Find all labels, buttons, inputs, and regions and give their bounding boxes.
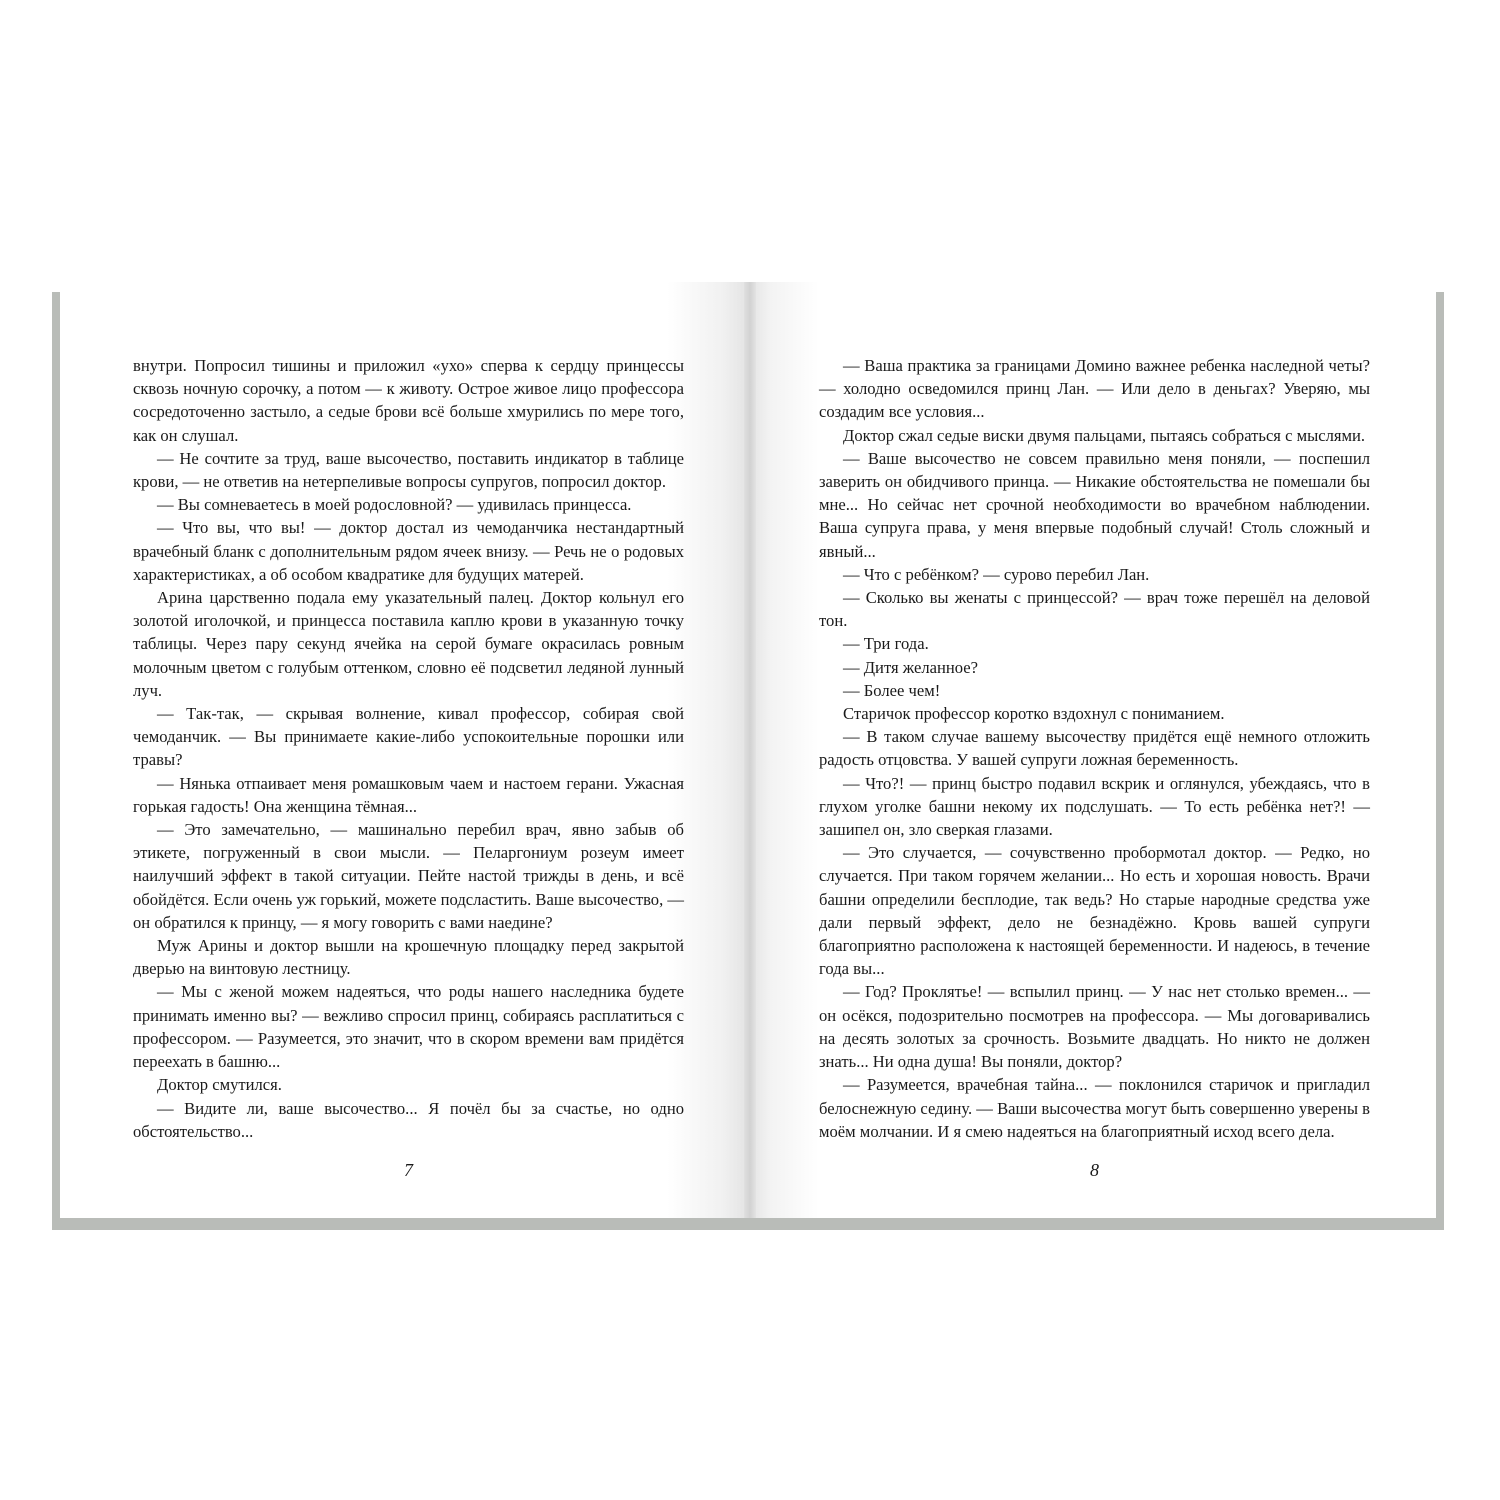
paragraph: — В таком случае вашему высочеству придётся ещё немного отложить радость отцовства. У вашей супруги ложная беременность. <box>819 727 1370 770</box>
right-page-number: 8 <box>1090 1160 1099 1180</box>
paragraph: — Мы с женой можем надеяться, что роды нашего наследника будете принимать именно вы? — вежливо спросил принц, собираясь расплатиться с профессором. — Разумеется, это значит, что в скором времени вам придётся переехать в башню... <box>133 982 684 1072</box>
paragraph: — Год? Проклятье! — вспылил принц. — У нас нет столько времен... — он осёкся, подозрительно посмотрев на профессора. — Мы договаривались на десять золотых за срочность. Возьмите двадцать. Но никто не должен знать... Ни одна душа! Вы поняли, доктор? <box>819 982 1370 1072</box>
paragraph: — Вы сомневаетесь в моей родословной? — удивилась принцесса. <box>157 495 632 515</box>
paragraph: Доктор смутился. <box>157 1075 282 1095</box>
right-page-text <box>819 354 1370 1143</box>
paragraph: — Ваша практика за границами Домино важнее ребенка наследной четы? — холодно осведомился принц Лан. — Или дело в деньгах? Уверяю, мы создадим все условия... <box>819 356 1370 422</box>
left-page-number: 7 <box>404 1160 413 1180</box>
paragraph: Арина царственно подала ему указательный палец. Доктор кольнул его золотой иголочкой, и принцесса поставила каплю крови в указанную точку таблицы. Через пару секунд ячейка на серой бумаге окрасилась ровным молочным цветом с голубым оттенком, словно её подсветил ледяной лунный луч. <box>133 588 684 700</box>
paragraph: — Так-так, — скрывая волнение, кивал профессор, собирая свой чемоданчик. — Вы принимаете какие-либо успокоительные порошки или травы? <box>133 704 684 770</box>
paragraph: — Разумеется, врачебная тайна... — поклонился старичок и пригладил белоснежную седину. — Ваши высочества могут быть совершенно уверены в моём молчании. И я смею надеяться на благоприятный исход всего дела. <box>819 1075 1370 1141</box>
paragraph: Старичок профессор коротко вздохнул с пониманием. <box>843 704 1225 724</box>
paragraph: — Что вы, что вы! — доктор достал из чемоданчика нестандартный врачебный бланк с дополнительным рядом ячеек внизу. — Речь не о родовых характеристиках, а об особом квадратике для будущих матерей. <box>133 518 684 584</box>
paragraph: — Дитя желанное? <box>843 657 979 677</box>
paragraph: внутри. Попросил тишины и приложил «ухо» сперва к сердцу принцессы сквозь ночную сорочку, а потом — к животу. Острое живое лицо профессора сосредоточенно застыло, а седые брови всё больше хмурились по мере того, как он слушал. <box>133 356 684 445</box>
paragraph: — Нянька отпаивает меня ромашковым чаем и настоем герани. Ужасная горькая гадость! Она женщина тёмная... <box>133 773 684 816</box>
paragraph: — Это замечательно, — машинально перебил врач, явно забыв об этикете, погруженный в свои мысли. — Пеларгониум розеум имеет наилучший эффект в такой ситуации. Пейте настой трижды в день, и всё обойдётся. Если очень уж горький, можете подсластить. Ваше высочество, — он обратился к принцу, — я могу говорить с вами наедине? <box>133 820 684 932</box>
paragraph: — Три года. <box>843 634 929 654</box>
paragraph: — Ваше высочество не совсем правильно меня поняли, — поспешил заверить он обидчивого принца. — Никакие обстоятельства не помешали бы мне... Но сейчас нет срочной необходимости во врачебном наблюдении. Ваша супруга права, у меня впервые подобный случай! Столь сложный и явный... <box>819 448 1370 561</box>
paragraph: — Это случается, — сочувственно пробормотал доктор. — Редко, но случается. При таком горячем желании... Но есть и хорошая новость. Врачи башни определили бесплодие, так ведь? Но старые народные средства уже дали первый эффект, дело не безнадёжно. Кровь вашей супруги благоприятно расположена к настоящей беременности. И надеюсь, в течение года вы... <box>819 843 1370 979</box>
paragraph: — Более чем! <box>843 680 941 700</box>
paragraph: Доктор сжал седые виски двумя пальцами, пытаясь собраться с мыслями. <box>843 425 1366 445</box>
left-page-text <box>133 354 684 1143</box>
right-page <box>750 282 1436 1218</box>
left-page <box>60 282 750 1218</box>
paragraph: — Видите ли, ваше высочество... Я почёл бы за счастье, но одно обстоятельство... <box>133 1098 684 1141</box>
paragraph: — Что с ребёнком? — сурово перебил Лан. <box>843 564 1150 584</box>
paragraph: — Что?! — принц быстро подавил вскрик и оглянулся, убеждаясь, что в глухом уголке башни некому их подслушать. — То есть ребёнка нет?! — зашипел он, зло сверкая глазами. <box>819 773 1370 840</box>
paragraph: — Сколько вы женаты с принцессой? — врач тоже перешёл на деловой тон. <box>819 588 1370 631</box>
paragraph: — Не сочтите за труд, ваше высочество, поставить индикатор в таблице крови, — не ответив на нетерпеливые вопросы супругов, попросил доктор. <box>133 448 684 492</box>
book-gutter <box>744 282 756 1218</box>
open-book <box>52 282 1444 1230</box>
paragraph: Муж Арины и доктор вышли на крошечную площадку перед закрытой дверью на винтовую лестницу. <box>133 936 684 979</box>
